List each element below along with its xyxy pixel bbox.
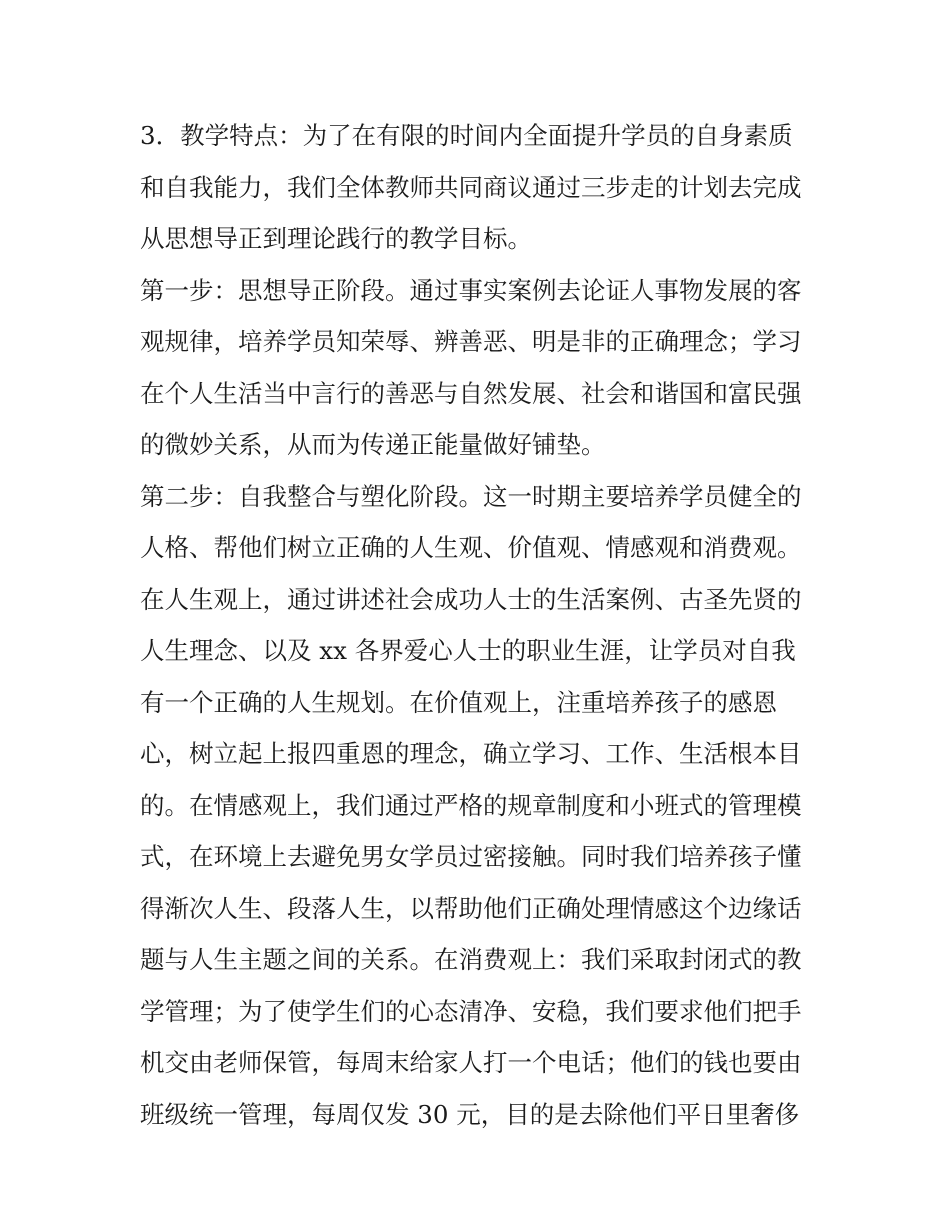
text-line: 学管理；为了使学生们的心态清净、安稳，我们要求他们把手 (140, 996, 802, 1026)
text-line: 的微妙关系，从而为传递正能量做好铺垫。 (140, 430, 606, 459)
text-line: 班级统一管理，每周仅发 30 元，目的是去除他们平日里奢侈 (140, 1099, 800, 1129)
text-line: 观规律，培养学员知荣辱、辨善恶、明是非的正确理念；学习 (140, 327, 802, 356)
text-line: 在个人生活当中言行的善恶与自然发展、社会和谐国和富民强 (140, 378, 802, 408)
document-body (140, 110, 820, 1140)
text-line: 第一步：思想导正阶段。通过事实案例去论证人事物发展的客 (140, 275, 802, 305)
text-line: 和自我能力，我们全体教师共同商议通过三步走的计划去完成 (140, 172, 802, 202)
text-line: 得渐次人生、段落人生，以帮助他们正确处理情感这个边缘话 (140, 893, 802, 923)
text-line: 有一个正确的人生规划。在价值观上，注重培养孩子的感恩 (140, 687, 777, 717)
text-line: 人格、帮他们树立正确的人生观、价值观、情感观和消费观。 (140, 533, 802, 562)
text-line: 式，在环境上去避免男女学员过密接触。同时我们培养孩子懂 (140, 842, 802, 871)
text-line: 从思想导正到理论践行的教学目标。 (140, 224, 532, 253)
text-line: 机交由老师保管，每周末给家人打一个电话；他们的钱也要由 (140, 1048, 802, 1077)
text-line: 第二步：自我整合与塑化阶段。这一时期主要培养学员健全的 (140, 481, 802, 511)
text-line: 题与人生主题之间的关系。在消费观上：我们采取封闭式的教 (140, 945, 802, 974)
text-line: 心，树立起上报四重恩的理念，确立学习、工作、生活根本目 (140, 739, 802, 768)
text-line: 的。在情感观上，我们通过严格的规章制度和小班式的管理模 (140, 790, 802, 820)
text-line: 在人生观上，通过讲述社会成功人士的生活案例、古圣先贤的 (140, 584, 802, 614)
text-line: 3．教学特点：为了在有限的时间内全面提升学员的自身素质 (140, 121, 793, 150)
text-line: 人生理念、以及 xx 各界爱心人士的职业生涯，让学员对自我 (140, 636, 796, 665)
